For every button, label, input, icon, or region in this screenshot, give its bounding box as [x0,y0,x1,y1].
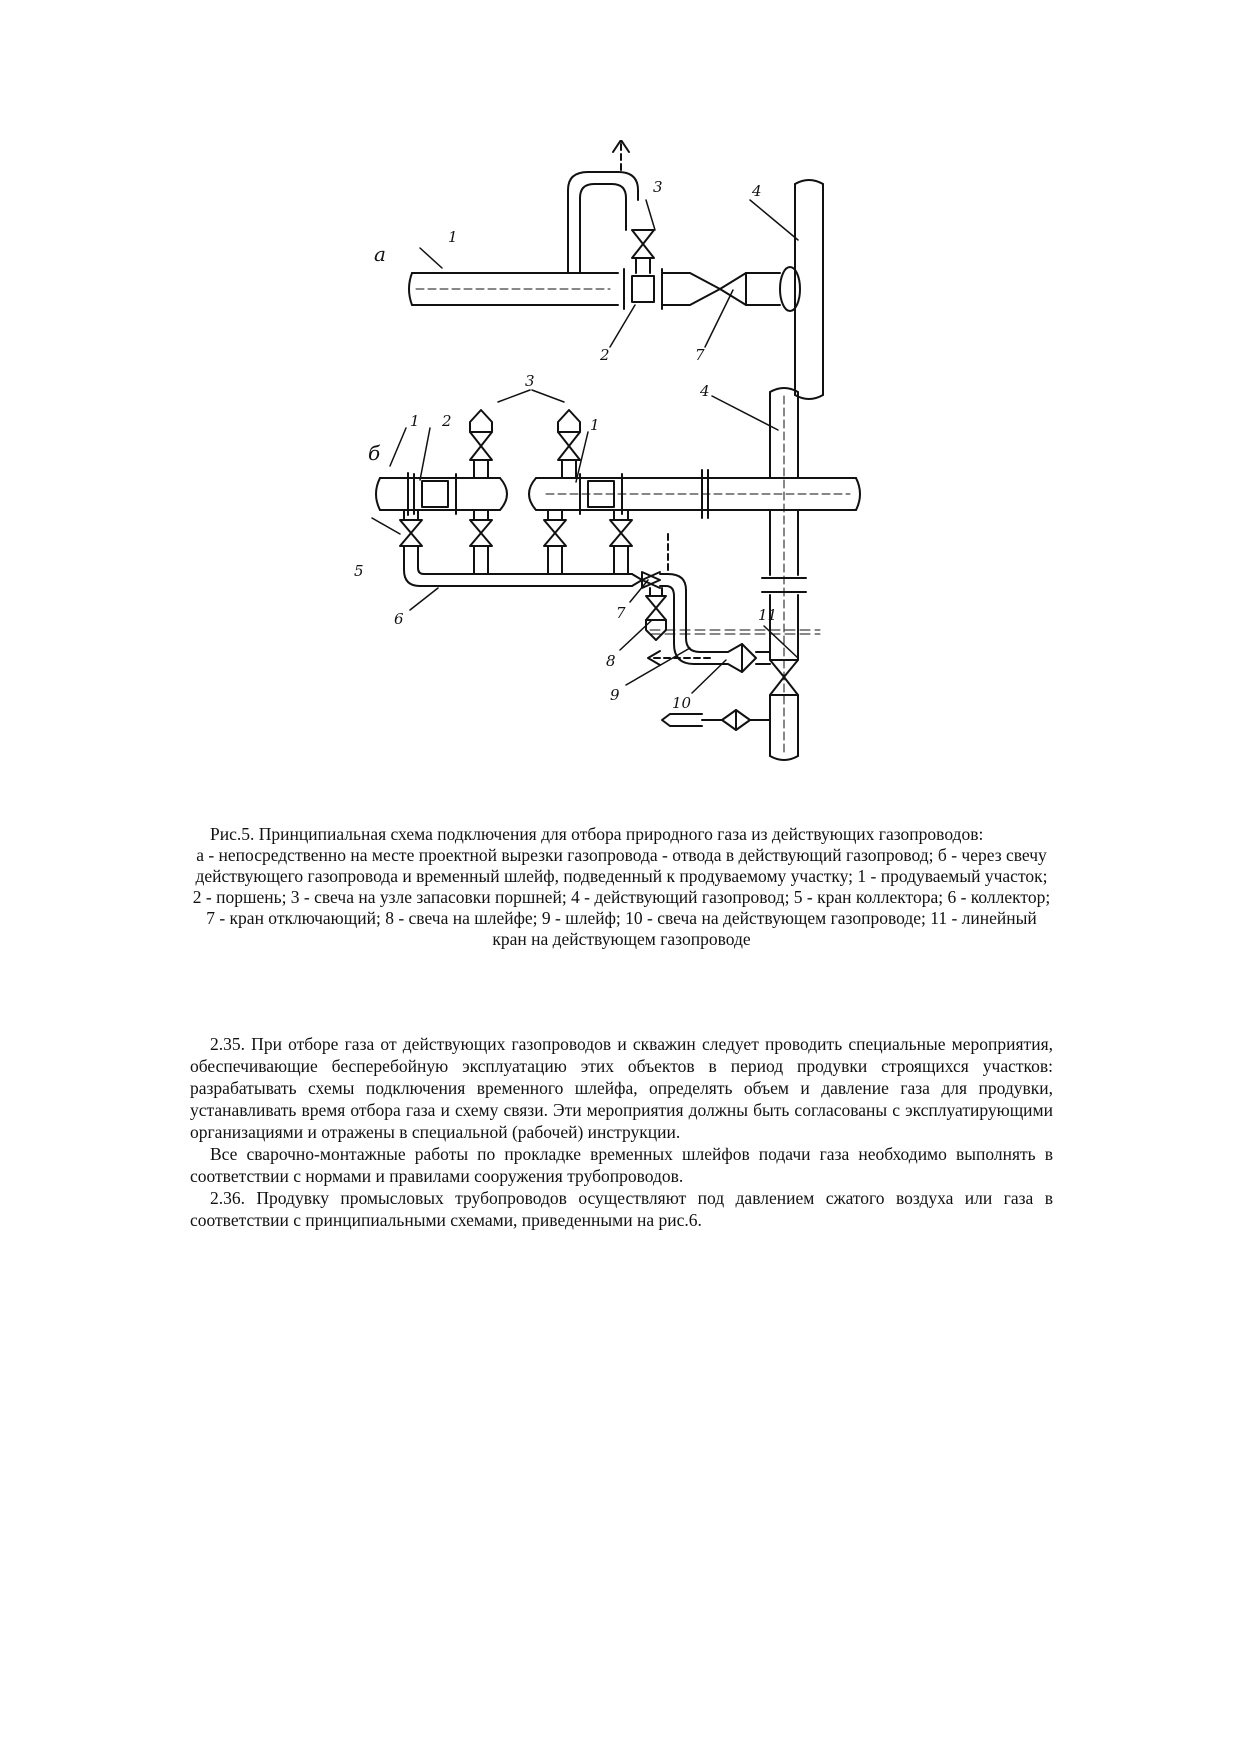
caption-line-a: а - непосредственно на месте проектной вырезки газопровода - отвода в действующий газопровод; б - через свечу действующего газопровода и временный шлейф, подведенный к продуваемому участку; 1 - продуваемый участок; [195,845,1048,886]
label-b-10: 10 [672,694,692,712]
body-text [190,1033,1053,1231]
label-b-8: 8 [606,652,616,670]
label-b-6: 6 [394,610,404,628]
candle-valve-8 [646,596,666,608]
candle-valve-a [632,244,654,258]
paragraph: 2.36. Продувку промысловых трубопроводов осуществляют под давлением сжатого воздуха или газа в соответствии с принципиальными схемами, приведенными на рис.6. [190,1188,1053,1230]
collector-valve-5 [400,520,422,533]
shutoff-valve-b [642,572,660,588]
paragraph: Все сварочно-монтажные работы по прокладке временных шлейфов подачи газа необходимо выполнять в соответствии с нормами и правилами сооружения трубопроводов. [190,1144,1053,1186]
label-b-5: 5 [354,562,364,580]
pipeline-connection-diagram [350,140,930,800]
scheme-a [409,140,823,399]
piston-b-left [422,481,448,507]
label-a-7: 7 [695,346,705,364]
label-a-1: 1 [448,228,458,246]
label-b-1-right: 1 [590,416,600,434]
caption-title: Рис.5. Принципиальная схема подключения для отбора природного газа из действующих газопроводов: [210,824,984,844]
scheme-a-label: а [374,242,386,266]
paragraph: 2.35. При отборе газа от действующих газопроводов и скважин следует проводить специальные мероприятия, обеспечивающие бесперебойную эксплуатацию этих объектов в период продувки строящихся участков: разрабатывать схемы подключения временного шлейфа, определять объем и давление газа для продувки, устанавливать время отбора газа и схему связи. Эти мероприятия должны быть согласованы с эксплуатирующими организациями и отражены в специальной (рабочей) инструкции. [190,1034,1053,1142]
piston-a [632,276,654,302]
label-b-2: 2 [442,412,452,430]
candle-valve-b-right [558,432,580,446]
shutoff-valve-a [720,273,746,305]
label-b-9: 9 [610,686,620,704]
label-b-7: 7 [616,604,626,622]
label-b-11: 11 [758,606,778,624]
candle-valve-b-left [470,432,492,446]
caption-line-b: 2 - поршень; 3 - свеча на узле запасовки поршней; 4 - действующий газопровод; 5 - кран коллектора; 6 - коллектор; 7 - кран отключающий; 8 - свеча на шлейфе; 9 - шлейф; 10 - свеча на действующем газопроводе; 11 - линейный кран на действующем газопроводе [192,887,1051,949]
scheme-b [372,388,860,760]
figure-caption [190,824,1053,950]
label-b-4: 4 [700,382,710,400]
label-a-3: 3 [653,178,663,196]
label-a-4: 4 [752,182,762,200]
collector-6 [420,574,632,586]
candle-valve-10 [722,710,736,730]
scheme-b-label: б [368,441,381,465]
label-b-1-left: 1 [410,412,420,430]
purged-pipe-b-left [380,478,500,510]
label-b-3: 3 [525,372,535,390]
collector-valves [400,510,632,546]
label-a-2: 2 [600,346,610,364]
